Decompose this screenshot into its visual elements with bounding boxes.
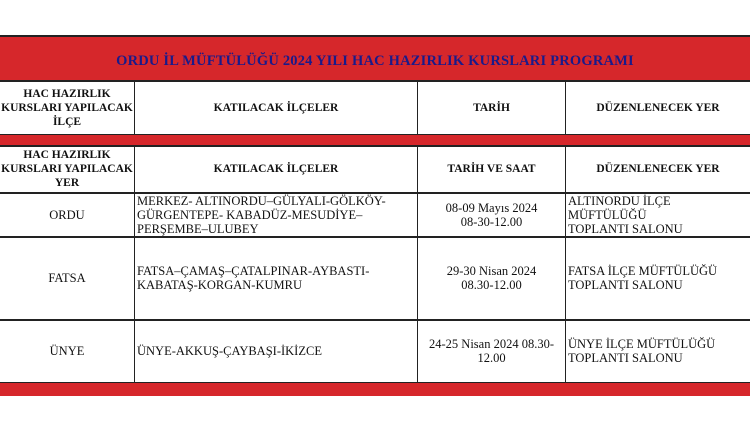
header-cell-participating: KATILACAK İLÇELER <box>135 82 418 134</box>
header-cell-venue: DÜZENLENECEK YER <box>596 163 720 175</box>
cell-date: 29-30 Nisan 2024 08.30-12.00 <box>418 237 566 319</box>
table-header-row <box>0 82 750 134</box>
cell-venue: ALTINORDU İLÇE MÜFTÜLÜĞÜ TOPLANTI SALONU <box>568 193 683 236</box>
cell-place: ORDU <box>0 193 135 236</box>
header-cell-district: HAC HAZIRLIK KURSLARI YAPILACAK İLÇE <box>0 82 135 134</box>
footer-band <box>0 382 750 396</box>
title-band <box>0 35 750 82</box>
red-divider-band <box>0 135 750 145</box>
document-title: ORDU İL MÜFTÜLÜĞÜ 2024 YILI HAC HAZIRLIK KURSLARI PROGRAMI <box>116 52 634 69</box>
cell-districts: FATSA–ÇAMAŞ–ÇATALPINAR-AYBASTI- KABATAŞ-KORGAN-KUMRU <box>135 237 418 319</box>
header-cell-participating: KATILACAK İLÇELER <box>135 146 418 192</box>
table-row <box>0 320 750 382</box>
cell-venue: FATSA İLÇE MÜFTÜLÜĞÜ TOPLANTI SALONU <box>568 264 718 292</box>
title-bar <box>0 47 750 75</box>
header-cell-venue: DÜZENLENECEK YER <box>596 102 720 114</box>
table-row <box>0 193 750 236</box>
table-header-row <box>0 146 750 192</box>
cell-date: 24-25 Nisan 2024 08.30- 12.00 <box>418 320 566 382</box>
cell-place: ÜNYE <box>0 320 135 382</box>
cell-districts: MERKEZ- ALTINORDU–GÜLYALI-GÖLKÖY- GÜRGENTEPE- KABADÜZ-MESUDİYE– PERŞEMBE–ULUBEY <box>135 193 418 236</box>
cell-districts: ÜNYE-AKKUŞ-ÇAYBAŞI-İKİZCE <box>135 320 418 382</box>
cell-venue: ÜNYE İLÇE MÜFTÜLÜĞÜ TOPLANTI SALONU <box>568 337 716 365</box>
header-cell-place: HAC HAZIRLIK KURSLARI YAPILACAK YER <box>0 146 135 192</box>
cell-date: 08-09 Mayıs 2024 08-30-12.00 <box>418 193 566 236</box>
table-row <box>0 237 750 319</box>
header-cell-datetime: TARİH VE SAAT <box>418 146 566 192</box>
header-cell-date: TARİH <box>418 82 566 134</box>
program-table <box>0 82 750 382</box>
cell-place: FATSA <box>0 237 135 319</box>
